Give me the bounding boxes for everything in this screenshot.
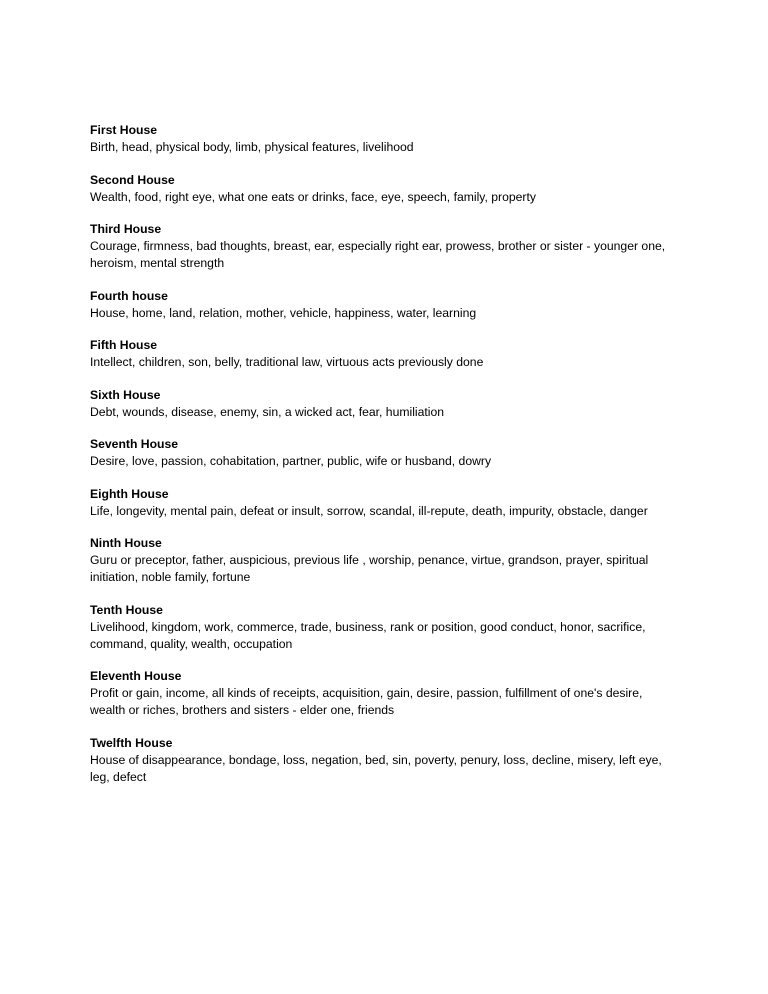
section-text: Desire, love, passion, cohabitation, partner, public, wife or husband, dowry [90,454,492,468]
section-heading: Twelfth House [90,735,173,750]
section-heading: Fourth house [90,288,168,303]
section-text: House, home, land, relation, mother, vehicle, happiness, water, learning [90,305,477,320]
section-first-house [90,122,680,156]
section-heading: Tenth House [90,602,163,617]
section-ninth-house [90,535,680,586]
section-heading: Eighth House [90,486,169,501]
section-text: Intellect, children, son, belly, traditional law, virtuous acts previously done [90,355,484,369]
section-heading: Eleventh House [90,669,182,683]
section-text: Birth, head, physical body, limb, physical features, livelihood [90,140,414,154]
section-text: Livelihood, kingdom, work, commerce, trade, business, rank or position, good conduct, honor, sacrifice, command, quality, wealth, occupation [90,619,646,651]
section-heading: Ninth House [90,536,162,550]
section-text: Debt, wounds, disease, enemy, sin, a wicked act, fear, humiliation [90,404,445,419]
section-fifth-house [90,337,680,371]
section-seventh-house [90,436,680,470]
section-text: Wealth, food, right eye, what one eats or drinks, face, eye, speech, family, property [90,189,536,204]
section-second-house [90,172,680,206]
section-text: Guru or preceptor, father, auspicious, previous life , worship, penance, virtue, grandson, prayer, spiritual initiation, noble family, fortune [90,553,649,584]
section-text: Profit or gain, income, all kinds of receipts, acquisition, gain, desire, passion, fulfillment of one's desire, wealth or riches, brothers and sisters - elder one, friends [90,686,643,717]
section-fourth-house [90,288,680,322]
section-heading: Fifth House [90,338,158,352]
section-text: House of disappearance, bondage, loss, negation, bed, sin, poverty, penury, loss, decline, misery, left eye, leg, defect [90,752,662,784]
section-tenth-house [90,602,680,653]
section-heading: Third House [90,222,162,236]
section-eighth-house [90,486,680,520]
section-heading: Second House [90,172,175,187]
section-sixth-house [90,387,680,421]
section-text: Courage, firmness, bad thoughts, breast, ear, especially right ear, prowess, brother or sister - younger one, heroism, mental strength [90,239,666,270]
section-heading: First House [90,123,158,137]
section-heading: Seventh House [90,437,179,451]
section-text: Life, longevity, mental pain, defeat or insult, sorrow, scandal, ill-repute, death, impurity, obstacle, danger [90,503,648,518]
section-twelfth-house [90,735,680,786]
document-page [90,122,680,801]
section-eleventh-house [90,668,680,719]
section-third-house [90,221,680,272]
section-heading: Sixth House [90,387,161,402]
